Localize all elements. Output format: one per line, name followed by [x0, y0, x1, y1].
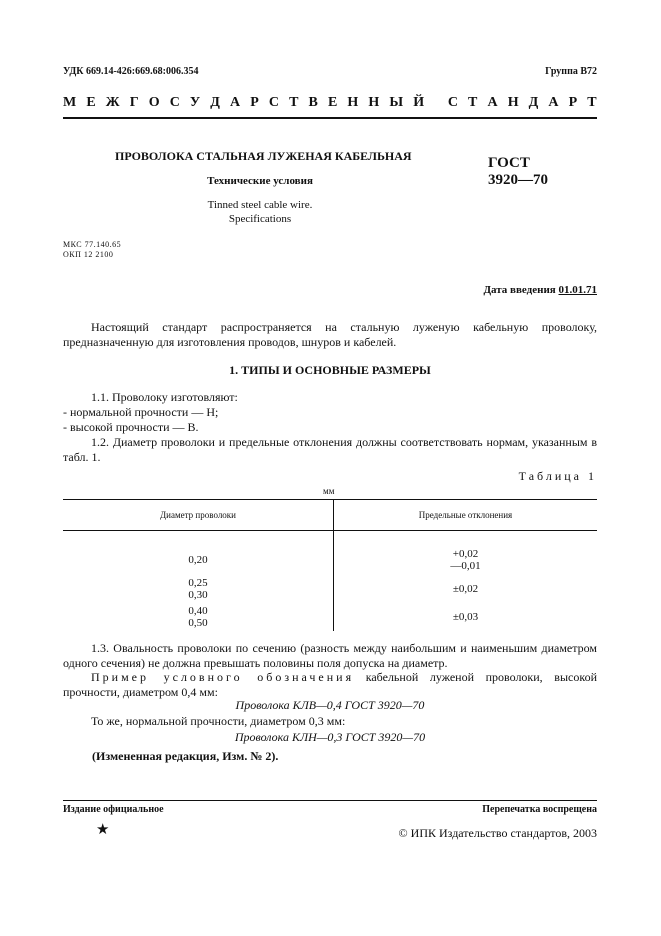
table-cell-deviation: [334, 545, 598, 575]
deviation-value: ±0,02: [452, 583, 479, 595]
heading-letter: О: [148, 95, 160, 110]
designation-example-1: Проволока КЛВ—0,4 ГОСТ 3920—70: [235, 698, 425, 712]
copyright-notice: © ИПК Издательство стандартов, 2003: [398, 826, 597, 840]
deviation-value: —0,01: [450, 560, 481, 572]
table-cell-diameter: [63, 575, 334, 603]
introduction-date: [483, 284, 597, 296]
clause-1-1: 1.1. Проволоку изготовляют:: [91, 390, 238, 404]
table-header-row: [63, 500, 597, 531]
heading-letter: Р: [250, 95, 259, 110]
heading-letter: М: [63, 95, 77, 110]
udk-code: УДК 669.14-426:669.68:006.354: [63, 66, 199, 77]
introduction-date-label: Дата введения: [483, 284, 556, 296]
heading-letter: А: [487, 95, 498, 110]
type-high-strength: - высокой прочности — В.: [63, 420, 199, 434]
introduction-date-value: 01.01.71: [558, 284, 597, 296]
heading-letter: Р: [568, 95, 578, 110]
amendment-note: (Измененная редакция, Изм. № 2).: [92, 749, 279, 763]
table-row: [63, 575, 597, 603]
designation-example-intro: [63, 670, 597, 700]
heading-letter: А: [548, 95, 559, 110]
scope-paragraph: Настоящий стандарт распространяется на стальную луженую кабельную проволоку, предназначенную для изготовления проводов, шнуров и кабелей.: [63, 320, 597, 349]
deviation-value: ±0,03: [452, 611, 479, 623]
english-title-line2: Specifications: [228, 213, 292, 225]
table-row: [63, 545, 597, 575]
table-cell-diameter: [63, 603, 334, 631]
diameter-value: 0,50: [188, 617, 208, 629]
official-edition: Издание официальное: [63, 804, 164, 815]
gost-number: 3920—70: [488, 172, 548, 188]
table-cell-diameter: [63, 545, 334, 575]
designation-example-2-intro: То же, нормальной прочности, диаметром 0,3 мм:: [91, 714, 346, 728]
heading-letter: Г: [129, 95, 139, 110]
type-normal-strength: - нормальной прочности — Н;: [63, 405, 219, 419]
header-diameter: Диаметр проволоки: [63, 500, 334, 531]
diameter-table: [63, 499, 597, 631]
reprint-notice: Перепечатка воспрещена: [482, 804, 597, 815]
table-cell-deviation: [334, 603, 598, 631]
diameter-value: 0,20: [188, 554, 208, 566]
heading-letter: Ж: [105, 95, 120, 110]
star-icon: ★: [96, 822, 110, 838]
group-code: Группа В72: [545, 66, 597, 77]
gost-label: ГОСТ: [488, 155, 530, 171]
heading-letter: Е: [86, 95, 96, 110]
heading-letter: Д: [210, 95, 220, 110]
heading-letter: Т: [289, 95, 299, 110]
heading-letter: Е: [327, 95, 338, 110]
heading-letter: С: [447, 95, 458, 110]
clause-1-2: 1.2. Диаметр проволоки и предельные отклонения должны соответствовать нормам, указанным в табл. 1.: [63, 435, 597, 464]
table-spacer: [334, 531, 598, 546]
classification-codes: [63, 240, 121, 260]
english-title: [115, 198, 405, 226]
heading-letter: С: [268, 95, 280, 110]
heading-letter: Т: [587, 95, 597, 110]
clause-1-3: 1.3. Овальность проволоки по сечению (разность между наибольшим и наименьшим диаметром одного сечения) не должна превышать половины поля допуска на диаметр.: [63, 641, 597, 670]
heading-letter: Н: [507, 95, 519, 110]
table-caption: Таблица 1: [518, 469, 597, 483]
table-spacer: [63, 531, 334, 546]
designation-example-text: кабельной луженой проволоки, высокой прочности, диаметром 0,4 мм:: [63, 670, 597, 699]
heading-letter: В: [308, 95, 318, 110]
diameter-value: 0,30: [188, 589, 208, 601]
gost-designation: [488, 155, 548, 189]
heading-letter: С: [169, 95, 180, 110]
header-deviations: Предельные отклонения: [334, 500, 598, 531]
interstate-standard-heading: [63, 95, 597, 111]
header-rule: [63, 117, 597, 119]
standard-title: ПРОВОЛОКА СТАЛЬНАЯ ЛУЖЕНАЯ КАБЕЛЬНАЯ: [115, 149, 412, 163]
heading-letter: А: [230, 95, 241, 110]
table-row: [63, 603, 597, 631]
types-list: [63, 390, 597, 465]
heading-letter: Ы: [389, 95, 404, 110]
english-title-line1: Tinned steel cable wire.: [207, 199, 313, 211]
heading-gap: [434, 95, 438, 111]
designation-example-2: Проволока КЛН—0,3 ГОСТ 3920—70: [234, 730, 426, 744]
diameter-value: 0,40: [188, 605, 208, 617]
heading-letter: У: [189, 95, 201, 110]
diameter-value: 0,25: [188, 577, 208, 589]
mks-code: МКС 77.140.65: [63, 240, 122, 249]
table-cell-deviation: [334, 575, 598, 603]
standard-subtitle: Технические условия: [207, 175, 313, 187]
heading-letter: Н: [347, 95, 359, 110]
heading-letter: Й: [413, 95, 425, 110]
section-heading: 1. ТИПЫ И ОСНОВНЫЕ РАЗМЕРЫ: [229, 363, 431, 377]
designation-example-label: Пример условного обозначения: [91, 670, 355, 684]
deviation-value: +0,02: [452, 548, 479, 560]
footer-rule: [63, 800, 597, 801]
table-unit: мм: [323, 486, 335, 496]
okp-code: ОКП 12 2100: [63, 250, 114, 259]
heading-letter: Д: [528, 95, 539, 110]
heading-letter: Т: [468, 95, 478, 110]
heading-letter: Н: [368, 95, 380, 110]
